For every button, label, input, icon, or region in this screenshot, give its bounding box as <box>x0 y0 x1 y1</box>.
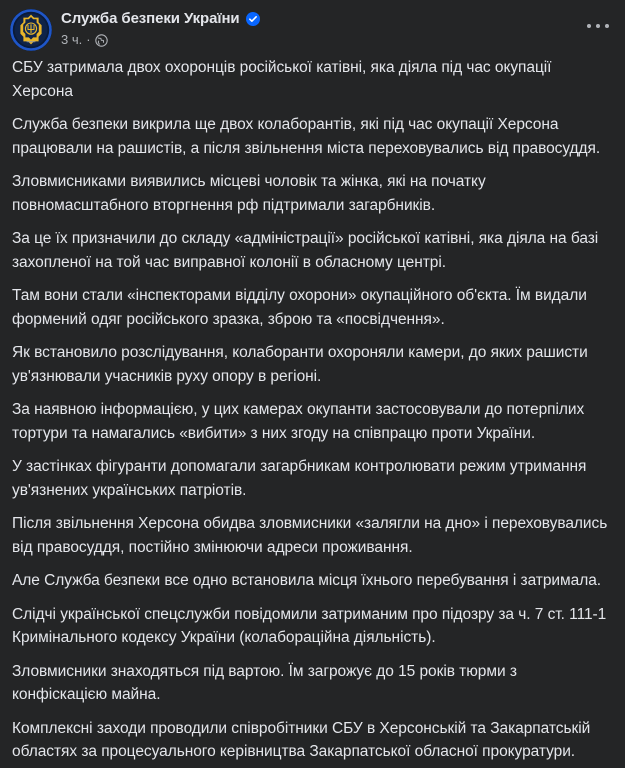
sbu-emblem-avatar[interactable] <box>10 9 52 51</box>
post-paragraph: Після звільнення Херсона обидва зловмисники «залягли на дно» і переховувались від правосуддя, постійно змінюючи адреси проживання. <box>12 515 608 556</box>
verified-badge-icon <box>246 12 260 26</box>
post-paragraph: Слідчі української спецслужби повідомили затриманим про підозру за ч. 7 ст. 111-1 Кримінального кодексу України (колабораційна діяльність). <box>12 605 607 646</box>
author-name[interactable]: Служба безпеки України <box>61 10 240 27</box>
post-paragraph: Служба безпеки викрила ще двох колаборантів, які під час окупації Херсона працювали на рашистів, а після звільнення міста переховувались від правосуддя. <box>12 116 601 157</box>
post-paragraph: Але Служба безпеки все одно встановила місця їхнього перебування і затримала. <box>12 572 602 589</box>
post-header <box>0 0 625 52</box>
more-dot <box>596 24 600 28</box>
post-paragraph: Зловмисники знаходяться під вартою. Їм загрожує до 15 років тюрми з конфіскацією майна. <box>12 662 517 703</box>
post-meta-row <box>61 31 260 49</box>
post-paragraph: Як встановило розслідування, колаборанти охороняли камери, до яких рашисти ув'язнювали учасників руху опору в регіоні. <box>12 344 588 385</box>
post-timestamp[interactable]: 3 ч. <box>61 32 83 47</box>
post-paragraph: У застінках фігуранти допомагали загарбникам контролювати режим утримання ув'язнених українських патріотів. <box>12 458 587 499</box>
author-name-row <box>61 9 260 29</box>
post-paragraph: Там вони стали «інспекторами відділу охорони» окупаційного об'єкта. Їм видали формений одяг російського зразка, зброю та «посвідчення». <box>12 287 587 328</box>
more-dot <box>605 24 609 28</box>
more-dot <box>587 24 591 28</box>
post-paragraph: СБУ затримала двох охоронців російської катівні, яка діяла під час окупації Херсона <box>12 59 552 100</box>
more-options-icon[interactable] <box>583 17 613 35</box>
post-paragraph: Комплексні заходи проводили співробітники СБУ в Херсонській та Закарпатській областях за процесуального керівництва Закарпатської обласної прокуратури. <box>12 719 591 760</box>
post-paragraph: За це їх призначили до складу «адміністрації» російської катівні, яка діяла на базі захопленої на той час виправної колонії в обласному центрі. <box>12 230 599 271</box>
globe-public-icon[interactable] <box>95 34 108 47</box>
post-author-block <box>61 8 260 49</box>
meta-separator: · <box>86 32 91 47</box>
post-paragraph: Зловмисниками виявились місцеві чоловік та жінка, які на початку повномасштабного вторгнення рф підтримали загарбників. <box>12 173 486 214</box>
post-paragraph: За наявною інформацією, у цих камерах окупанти застосовували до потерпілих тортури та намагались «вибити» з них згоду на співпрацю проти України. <box>12 401 585 442</box>
post-message-body <box>0 52 625 764</box>
